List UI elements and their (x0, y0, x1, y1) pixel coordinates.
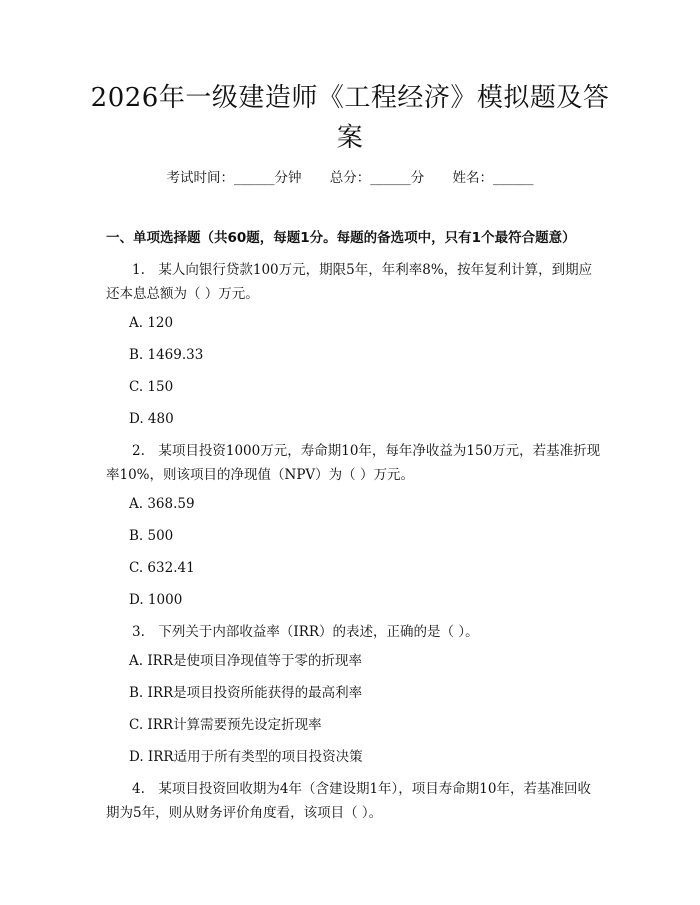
question-3-option-b: B. IRR是项目投资所能获得的最高利率 (129, 685, 363, 701)
exam-meta (0, 168, 700, 188)
question-1-option-c: C. 150 (129, 379, 174, 395)
document-title: 2026年一级建造师《工程经济》模拟题及答案 (90, 83, 610, 153)
question-2-option-d: D. 1000 (129, 592, 183, 608)
question-2-option-a: A. 368.59 (129, 496, 195, 512)
question-2-stem: 2. 某项目投资1000万元，寿命期10年，每年净收益为150万元，若基准折现率10%，则该项目的净现值（NPV）为（ ）万元。 (106, 443, 601, 483)
question-1-option-b: B. 1469.33 (129, 347, 204, 363)
question-3-stem: 3. 下列关于内部收益率（IRR）的表述，正确的是（ ）。 (132, 624, 479, 640)
question-3-option-d: D. IRR适用于所有类型的项目投资决策 (129, 749, 363, 765)
question-2-option-b: B. 500 (129, 528, 174, 544)
section-heading: 一、单项选择题（共60题，每题1分。每题的备选项中，只有1个最符合题意） (106, 230, 576, 246)
exam-time: 考试时间：______分钟 (166, 170, 302, 186)
question-1-option-a: A. 120 (129, 315, 174, 331)
question-1-stem: 1. 某人向银行贷款100万元，期限5年，年利率8%，按年复利计算，到期应还本息总额为（ ）万元。 (106, 262, 593, 302)
exam-name: 姓名：______ (452, 170, 534, 186)
question-3-option-c: C. IRR计算需要预先设定折现率 (129, 717, 322, 733)
question-4-stem: 4. 某项目投资回收期为4年（含建设期1年），项目寿命期10年，若基准回收期为5年，则从财务评价角度看，该项目（ ）。 (106, 781, 591, 821)
question-2-option-c: C. 632.41 (129, 560, 195, 576)
exam-total-score: 总分：______分 (329, 170, 425, 186)
question-3-option-a: A. IRR是使项目净现值等于零的折现率 (129, 653, 362, 669)
question-1-option-d: D. 480 (129, 411, 174, 427)
